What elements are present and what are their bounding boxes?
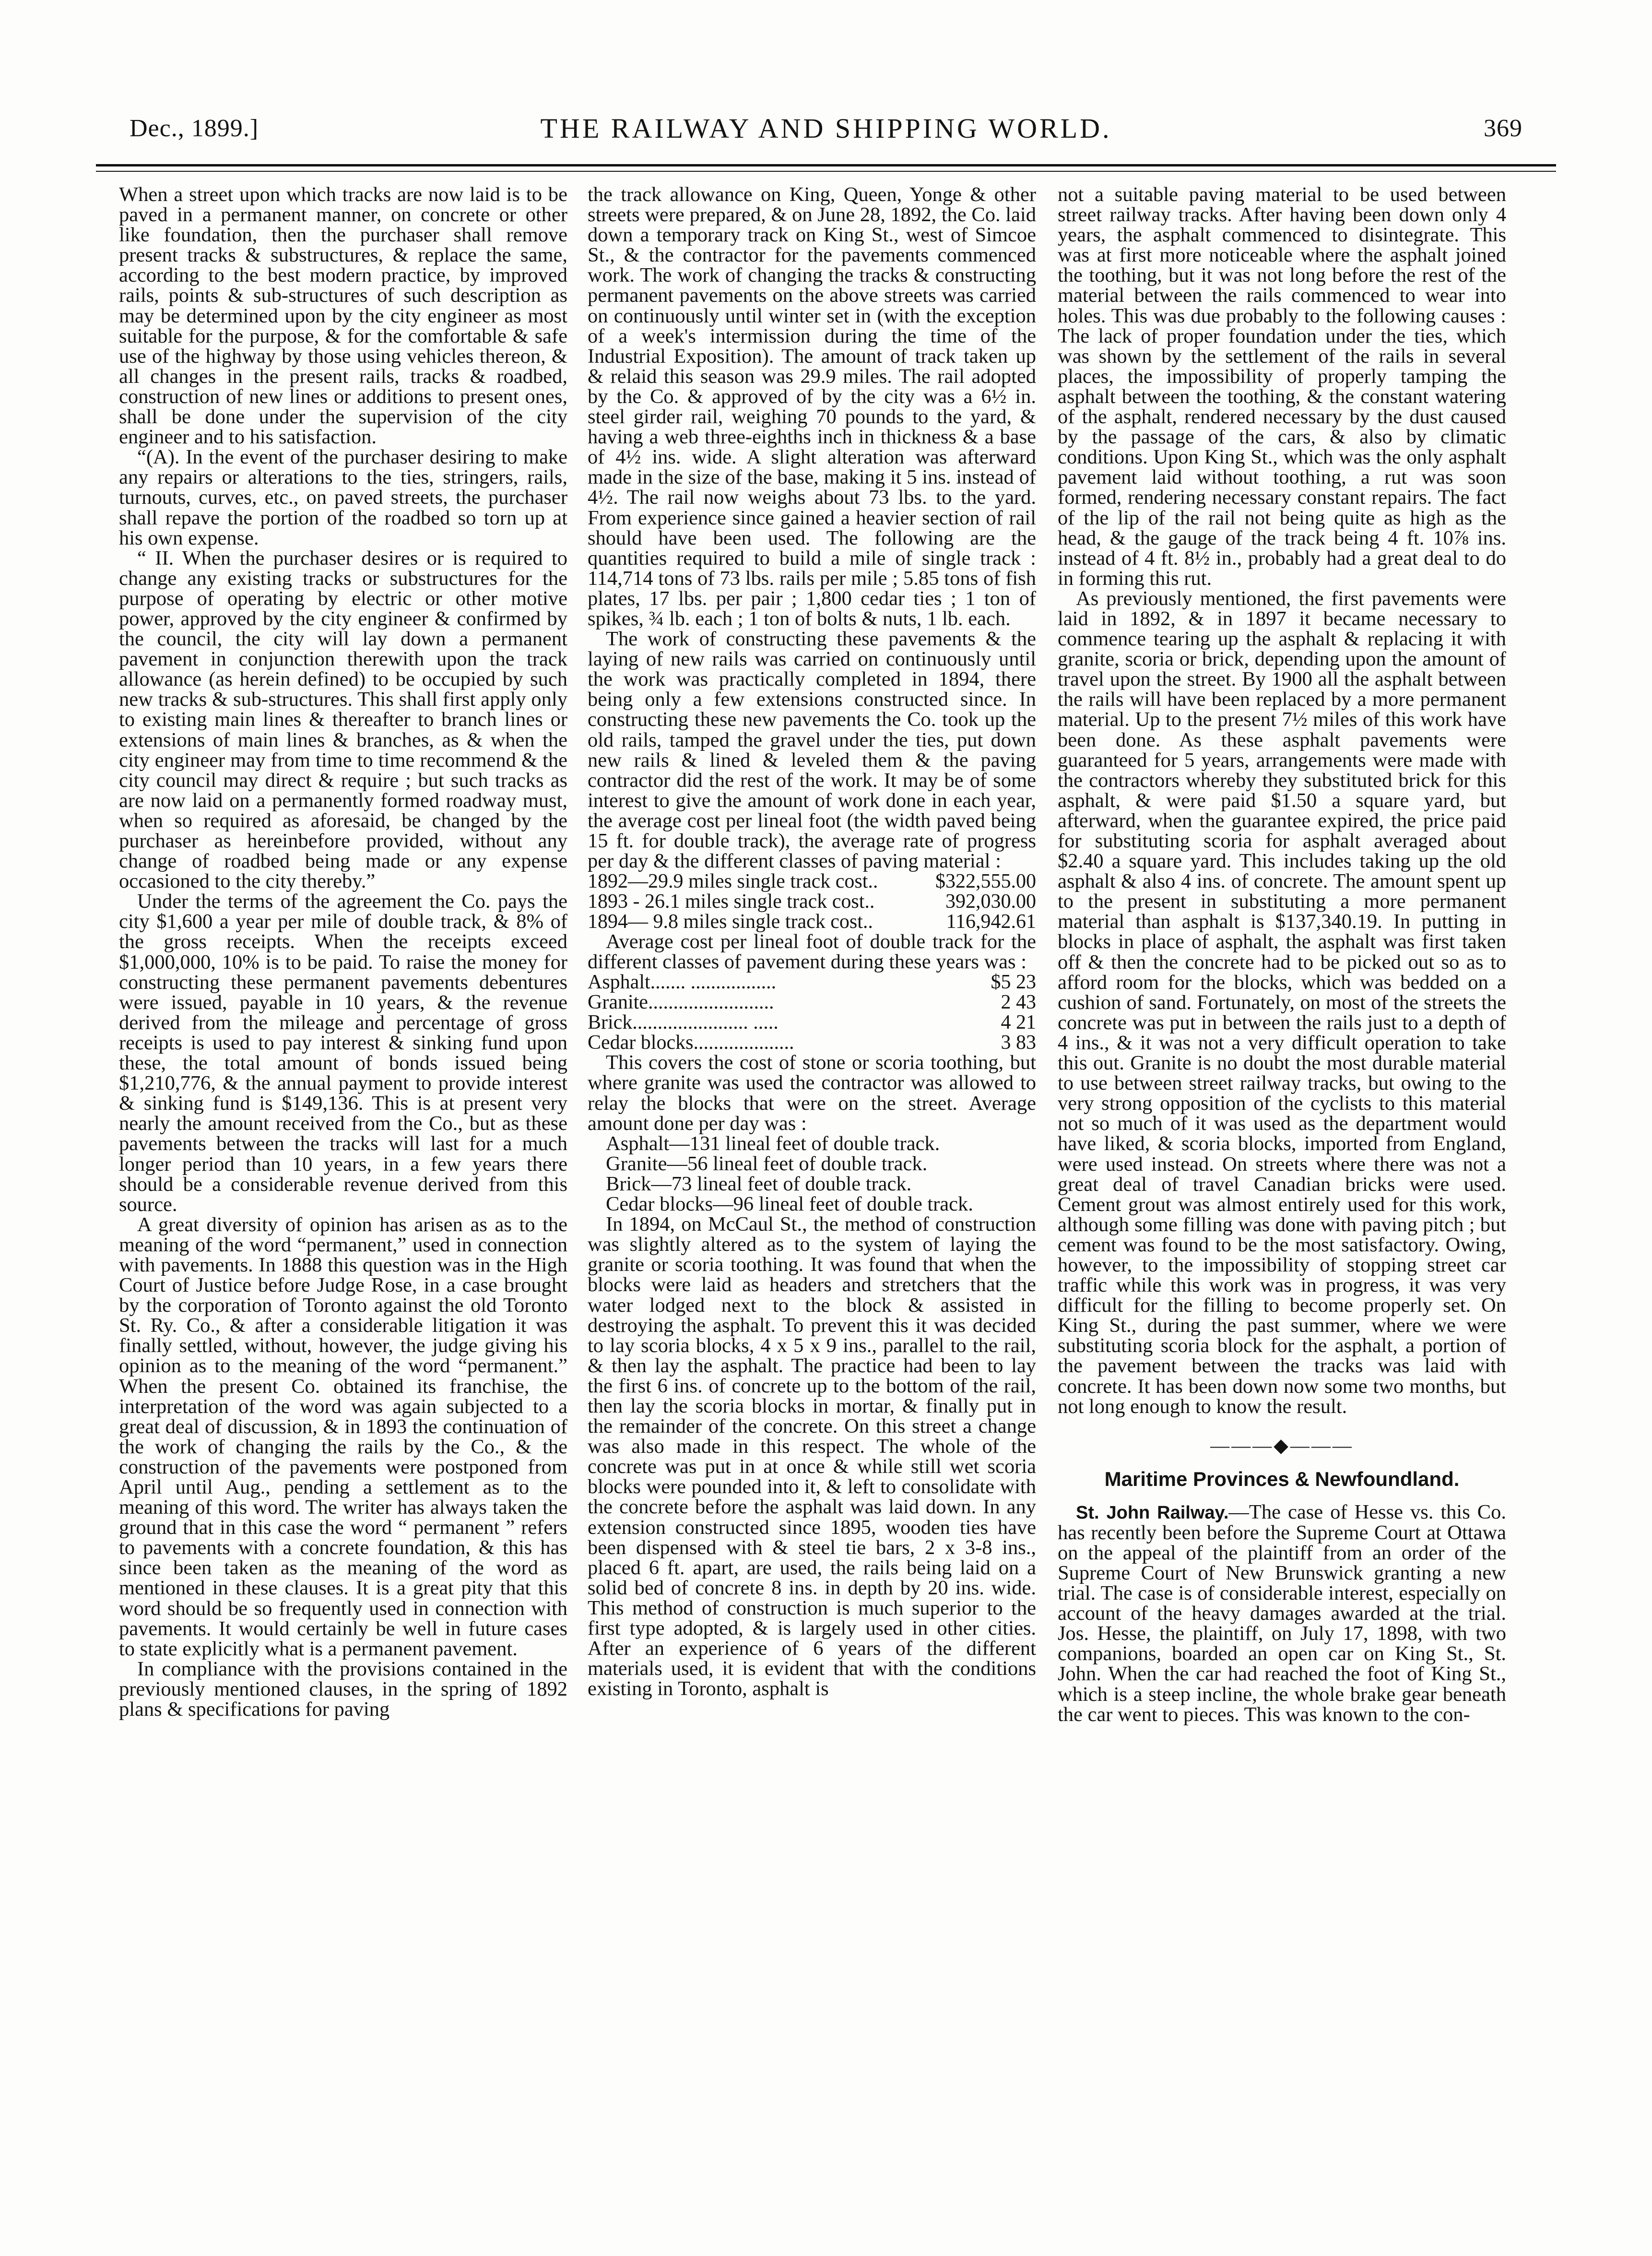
table-cell-value: 392,030.00 [945, 891, 1036, 913]
paragraph: In 1894, on McCaul St., the method of construction was slightly altered as to the system of laying the granite or scoria toothing. It was found that when the blocks were laid as headers and stretchers that the water lodged next to the block & assisted in destroying the asphalt. To prevent this it was decided to lay scoria blocks, 4 x 5 x 9 ins., parallel to the rail, & then lay the asphalt. The practice had been to lay the first 6 ins. of concrete up to the bottom of the rail, then lay the scoria blocks in mortar, & finally put in the remainder of the concrete. On this street a change was also made in this respect. The whole of the concrete was put in at once & while still wet scoria blocks were pounded into it, & left to consolidate with the concrete before the asphalt was laid down. In any extension constructed since 1895, wooden ties have been dispensed with & steel tie bars, 2 x 3-8 ins., placed 6 ft. apart, are used, the rails being laid on a solid bed of concrete 8 ins. in depth by 20 ins. wide. This method of construction is much superior to the first type adopted, & is largely used in other cities. After an experience of 6 years of the different materials used, it is evident that with the conditions existing in Toronto, asphalt is [588, 1213, 1036, 1700]
paragraph: “(A). In the event of the purchaser desiring to make any repairs or alterations to the ties, stringers, rails, turnouts, curves, etc., on paved streets, the purchaser shall repave the portion of the roadbed so torn up at his own expense. [119, 446, 567, 549]
paragraph: In compliance with the provisions contained in the previously mentioned clauses, in the spring of 1892 plans & specifications for paving [119, 1657, 567, 1721]
page-header [130, 113, 1522, 152]
paragraph: This covers the cost of stone or scoria toothing, but where granite was used the contractor was allowed to relay the blocks that were on the street. Average amount done per day was : [588, 1051, 1036, 1135]
paragraph: Under the terms of the agreement the Co. pays the city $1,600 a year per mile of double track, & 8% of the gross receipts. When the receipts exceed $1,000,000, 10% is to be paid. To raise the money for constructing these permanent pavements debentures were issued, payable in 10 years, & the revenue derived from the mileage and percentage of gross receipts is used to pay interest & sinking fund upon these, the total amount of bonds issued being $1,210,776, & the annual payment to provide interest & sinking fund is $149,136. This is at present very nearly the amount received from the Co., but as these pavements between the tracks will last for a much longer period than 10 years, in a few years there should be a considerable revenue derived from this source. [119, 890, 567, 1216]
table-row [588, 912, 1036, 932]
paragraph: Average cost per lineal foot of double track for the different classes of pavement during these years was : [588, 930, 1036, 974]
section-separator: ———◆——— [1210, 1434, 1354, 1456]
progress-line: Asphalt—131 lineal feet of double track. [606, 1132, 940, 1155]
paragraph: A great diversity of opinion has arisen as as to the meaning of the word “permanent,” used in connection with pavements. In 1888 this question was in the High Court of Justice before Judge Rose, in a case brought by the corporation of Toronto against the old Toronto St. Ry. Co., & after a considerable litigation it was finally settled, without, however, the judge giving his opinion as to the meaning of the word “permanent.” When the present Co. obtained its franchise, the interpretation of the word was again subjected to a great deal of discussion, & in 1893 the continuation of the work of changing the rails by the Co., & the construction of the pavements were postponed from April until Aug., pending a settlement as to the meaning of this word. The writer has always taken the ground that in this case the word “ permanent ” refers to pavements with a concrete foundation, & this has since been taken as the meaning of the word as mentioned in these clauses. It is a great pity that this word should be so frequently used in connection with pavements. It would certainly be well in future cases to state explicitly what is a permanent pavement. [119, 1213, 567, 1660]
paragraph [1058, 1502, 1506, 1725]
item-subhead: St. John Railway. [1076, 1502, 1229, 1523]
section-heading: Maritime Provinces & Newfoundland. [1104, 1467, 1460, 1490]
paragraph: As previously mentioned, the first pavements were laid in 1892, & in 1897 it became necessary to commence tearing up the asphalt & replacing it with granite, scoria or brick, depending upon the amount of travel upon the street. By 1900 all the asphalt between the rails will have been replaced by a more permanent material. Up to the present 7½ miles of this work have been done. As these asphalt pavements were guaranteed for 5 years, arrangements were made with the contractors whereby they substituted brick for this asphalt, & were paid $1.50 a square yard, but afterward, when the guarantee expired, the price paid for substituting scoria for asphalt averaged about $2.40 a square yard. This includes taking up the old asphalt & also 4 ins. of concrete. The amount spent up to the present in substituting a more permanent material than asphalt is $137,340.19. In putting in blocks in place of asphalt, the asphalt was first taken off & then the concrete had to be picked out so as to afford room for the blocks, which was bedded on a cushion of sand. Fortunately, on most of the streets the concrete was put in between the rails just to a depth of 4 ins., & it was not a very difficult operation to take this out. Granite is no doubt the most durable material to use between street railway tracks, but owing to the very strong opposition of the cyclists to this material not so much of it was used as the department would have liked, & scoria blocks, imported from England, were used instead. On streets where there was not a great deal of travel Canadian bricks were used. Cement grout was almost entirely used for this work, although some filling was done with paving pitch ; but cement was found to be the most satisfactory. Owing, however, to the impossibility of stopping street car traffic while this work was in progress, it was very difficult for the filling to become properly set. On King St., during the past summer, where we were substituting scoria block for the asphalt, a portion of the pavement between the tracks was laid with concrete. It has been down now some two months, but not long enough to know the result. [1058, 587, 1506, 1418]
table-row [588, 1012, 1036, 1033]
table-row [588, 871, 1036, 891]
table-cell-label: Asphalt....... ................. [588, 971, 777, 994]
table-cell-label: 1893 - 26.1 miles single track cost.. [588, 891, 875, 913]
table-cell-value: 116,942.61 [946, 911, 1036, 933]
table-row [588, 972, 1036, 992]
progress-line: Granite—56 lineal feet of double track. [606, 1152, 928, 1175]
table-cell-label: Brick....................... ..... [588, 1011, 779, 1034]
table-row [588, 992, 1036, 1012]
table-cell-value: 2 43 [1001, 991, 1036, 1014]
table-cell-value: $5 23 [991, 971, 1036, 994]
table-row [588, 891, 1036, 912]
column-1 [119, 185, 567, 2224]
paragraph: The work of constructing these pavements & the laying of new rails was carried on continuously until the work was practically completed in 1894, there being only a few extensions constructed since. In constructing these new pavements the Co. took up the old rails, tamped the gravel under the ties, put down new rails & lined & leveled them & the paving contractor did the rest of the work. It may be of some interest to give the amount of work done in each year, the average cost per lineal foot (the width paved being 15 ft. for double track), the average rate of progress per day & the different classes of paving material : [588, 628, 1036, 873]
progress-line: Brick—73 lineal feet of double track. [606, 1172, 912, 1195]
table-row [588, 1033, 1036, 1053]
issue-date: Dec., 1899.] [130, 115, 259, 142]
table-cell-label: Granite......................... [588, 991, 774, 1014]
paragraph: When a street upon which tracks are now laid is to be paved in a permanent manner, on concrete or other like foundation, then the purchaser shall remove present tracks & substructures, & replace the same, according to the best modern practice, by improved rails, points & sub-structures of such description as may be determined upon by the city engineer as most suitable for the purpose, & for the comfortable & safe use of the highway by those using vehicles thereon, & all changes in the present rails, tracks & roadbed, construction of new lines or additions to present ones, shall be done under the supervision of the city engineer and to his satisfaction. [119, 185, 567, 449]
paragraph: not a suitable paving material to be used between street railway tracks. After having been down only 4 years, the asphalt commenced to disintegrate. This was at first more noticeable where the asphalt joined the toothing, but it was not long before the rest of the material between the rails commenced to wear into holes. This was due probably to the following causes : The lack of proper foundation under the ties, which was shown by the settlement of the rails in several places, the impossibility of properly tamping the asphalt between the toothing, & the constant watering of the asphalt, rendered necessary by the dust caused by the passage of the cars, & also by climatic conditions. Upon King St., which was the only asphalt pavement laid without toothing, a rut was soon formed, rendering necessary constant repairs. The fact of the lip of the rail not being quite as high as the head, & the gauge of the track being 4 ft. 10⅞ ins. instead of 4 ft. 8½ in., probably had a great deal to do in forming this rut. [1058, 185, 1506, 590]
yearly-cost-table [588, 871, 1036, 932]
table-cell-value: 4 21 [1001, 1011, 1036, 1034]
column-2 [588, 185, 1036, 2224]
column-3 [1058, 185, 1506, 2224]
header-rule-thick [96, 164, 1556, 166]
item-text: —The case of Hesse vs. this Co. has recently been before the Supreme Court at Ottawa on the appeal of the plaintiff from an order of the Supreme Court of New Brunswick granting a new trial. The case is of considerable interest, especially on account of the heavy damages awarded at the trial. Jos. Hesse, the plaintiff, on July 17, 1898, with two companions, boarded an open car on King St., St. John. When the car had reached the foot of King St., which is a steep incline, the whole brake gear beneath the car went to pieces. This was known to the con- [1058, 1500, 1506, 1726]
table-cell-label: 1894— 9.8 miles single track cost.. [588, 911, 873, 933]
table-cell-label: 1892—29.9 miles single track cost.. [588, 870, 878, 893]
publication-title: THE RAILWAY AND SHIPPING WORLD. [540, 113, 1112, 144]
table-cell-value: 3 83 [1001, 1032, 1036, 1054]
header-rule-thin [96, 171, 1556, 172]
paragraph: “ II. When the purchaser desires or is required to change any existing tracks or substructures for the purpose of operating by electric or other motive power, approved by the city engineer & confirmed by the council, the city will lay down a permanent pavement in conjunction therewith upon the track allowance (as herein defined) to be occupied by such new tracks & sub-structures. This shall first apply only to existing main lines & thereafter to branch lines or extensions of main lines & branches, as & when the city engineer may from time to time recommend & the city council may direct & require ; but such tracks as are now laid on a permanently formed roadway must, when so required as aforesaid, be changed by the purchaser as hereinbefore provided, without any change of roadbed being made or any expense occasioned to the city thereby.” [119, 546, 567, 893]
page-number: 369 [1484, 115, 1522, 142]
progress-line: Cedar blocks—96 lineal feet of double track. [606, 1193, 973, 1216]
table-cell-value: $322,555.00 [935, 870, 1036, 893]
average-cost-table [588, 972, 1036, 1053]
paragraph: the track allowance on King, Queen, Yonge & other streets were prepared, & on June 28, 1892, the Co. laid down a temporary track on King St., west of Simcoe St., & the contractor for the pavements commenced work. The work of changing the tracks & constructing permanent pavements on the above streets was carried on continuously until winter set in (with the exception of a week's intermission during the time of the Industrial Exposition). The amount of track taken up & relaid this season was 29.9 miles. The rail adopted by the Co. & approved of by the city was a 6½ in. steel girder rail, weighing 70 pounds to the yard, & having a web three-eighths inch in thickness & a base of 4½ ins. wide. A slight alteration was afterward made in the size of the base, making it 5 ins. instead of 4½. The rail now weighs about 73 lbs. to the yard. From experience since gained a heavier section of rail should have been used. The following are the quantities required to build a mile of single track : 114,714 tons of 73 lbs. rails per mile ; 5.85 tons of fish plates, 17 lbs. per pair ; 1,800 cedar ties ; 1 ton of spikes, ¾ lb. each ; 1 ton of bolts & nuts, 1 lb. each. [588, 185, 1036, 630]
table-cell-label: Cedar blocks.................... [588, 1032, 794, 1054]
